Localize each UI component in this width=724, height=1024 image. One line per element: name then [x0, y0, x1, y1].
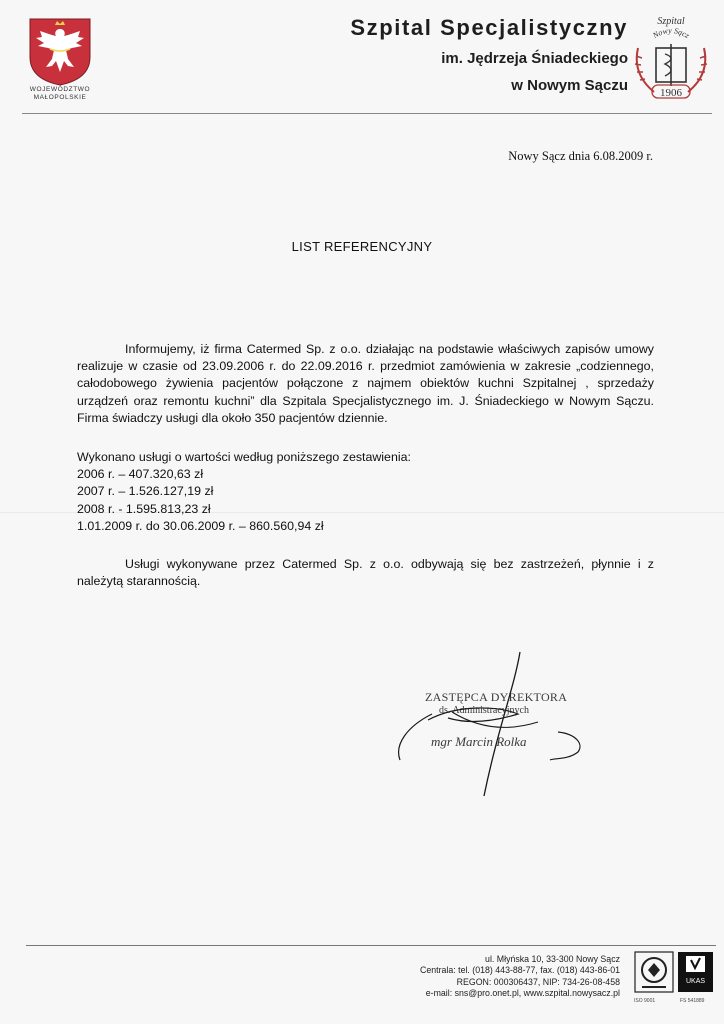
letter-paragraph-3	[77, 556, 654, 590]
letter-date: Nowy Sącz dnia 6.08.2009 r.	[508, 149, 653, 163]
hospital-logo-icon	[626, 12, 716, 104]
footer-contact	[420, 954, 620, 1000]
ukas-label: UKAS	[685, 978, 706, 985]
services-summary	[77, 449, 654, 535]
services-intro: Wykonano usługi o wartości według poniższego zestawienia:	[77, 450, 411, 464]
footer-address: ul. Młyńska 10, 33-300 Nowy Sącz	[485, 954, 620, 964]
service-line: 2008 r. - 1.595.813,23 zł	[77, 501, 211, 516]
service-line: 2007 r. – 1.526.127,19 zł	[77, 484, 214, 499]
logo-text-top: Szpital	[657, 16, 685, 27]
letter-title: LIST REFERENCYJNY	[291, 239, 433, 254]
footer-contact-line: e-mail: sns@pro.onet.pl, www.szpital.nowysacz.pl	[425, 988, 620, 999]
footer-phones: Centrala: tel. (018) 443-88-77, fax. (018) 443-86-01	[419, 965, 620, 976]
header-divider	[22, 113, 712, 114]
cert-iso-label: ISO 9001	[634, 998, 656, 1004]
logo-text-arc: Nowy Sącz	[651, 25, 691, 41]
hospital-town: w Nowym Sączu	[511, 77, 628, 94]
region-line1: WOJEWÓDZTWO	[29, 86, 91, 93]
paragraph-3-text: Usługi wykonywane przez Catermed Sp. z o.o. odbywają się bez zastrzeżeń, płynnie i z należytą starannością.	[77, 557, 654, 589]
paragraph-1-text: Informujemy, iż firma Catermed Sp. z o.o. działając na podstawie właściwych zapisów umowy realizuje w czasie od 23.09.2006 r. do 22.09.2016 r. przedmiot zamówienia w zakresie „codziennego, całodobowego żywienia pacjentów połączone z najmem obiektów kuchni Szpitalnej , sprzedaży urządzeń oraz remontu kuchni” dla Szpitala Specjalistycznego im. J. Śniadeckiego w Nowym Sączu. Firma świadczy usługi dla około 350 pacjentów dziennie.	[77, 342, 654, 425]
region-line2: MAŁOPOLSKIE	[33, 94, 87, 101]
svg-text:Nowy Sącz	[650, 26, 691, 41]
hospital-patron: im. Jędrzeja Śniadeckiego	[441, 50, 628, 67]
service-line: 2006 r. – 407.320,63 zł	[77, 467, 204, 482]
cert-fs-label: FS 541889	[680, 998, 705, 1004]
service-line: 1.01.2009 r. do 30.06.2009 r. – 860.560,94 zł	[77, 518, 324, 533]
iso-certification-icon	[635, 952, 673, 992]
certification-logos	[634, 951, 714, 993]
stamp-name: mgr Marcin Rolka	[431, 734, 527, 749]
stamp-department: ds. Administracyjnych	[439, 705, 529, 716]
footer-divider	[26, 945, 716, 946]
region-name	[20, 86, 100, 102]
letter-paragraph-1	[77, 341, 654, 427]
stamp-title: ZASTĘPCA DYREKTORA	[425, 690, 568, 704]
footer-ids: REGON: 000306437, NIP: 734-26-08-458	[456, 976, 620, 987]
handwritten-signature	[388, 648, 598, 800]
hospital-name: Szpital Specjalistyczny	[350, 15, 628, 40]
logo-year: 1906	[660, 87, 682, 99]
ukas-accreditation-icon	[678, 952, 713, 992]
malopolska-coat-of-arms-icon	[28, 17, 92, 87]
